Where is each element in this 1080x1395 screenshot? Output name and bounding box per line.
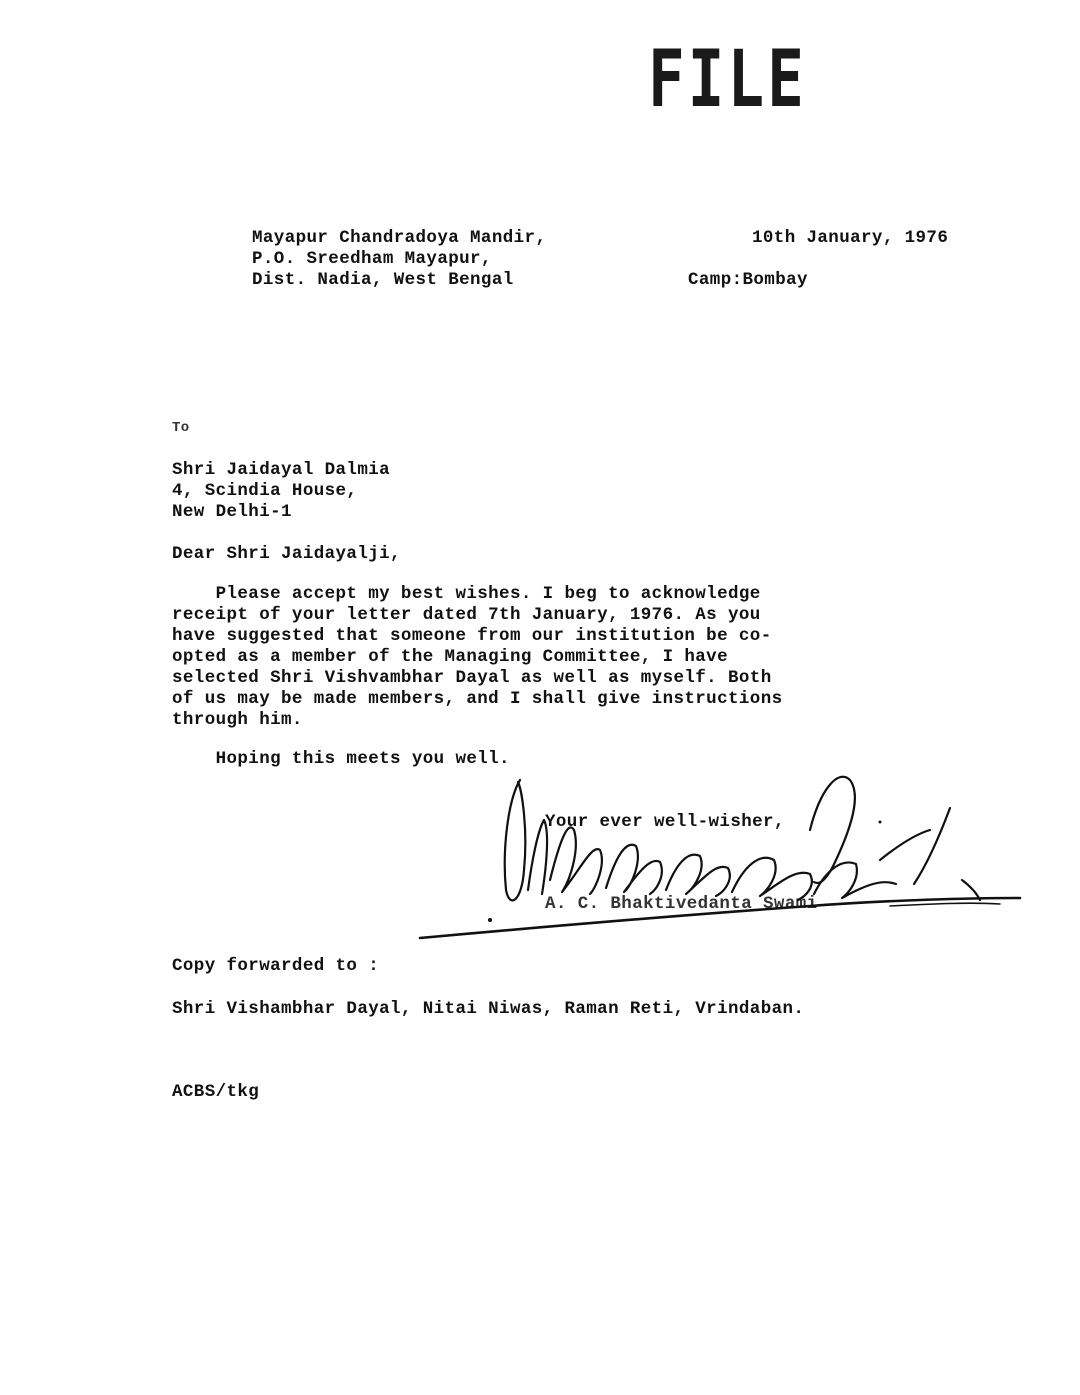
body-line-4: opted as a member of the Managing Committee, I have [172,647,728,667]
body-line-6: of us may be made members, and I shall give instructions [172,689,783,709]
reference-initials: ACBS/tkg [172,1082,260,1102]
salutation: Dear Shri Jaidayalji, [172,544,401,564]
recipient-name: Shri Jaidayal Dalmia [172,460,391,480]
sender-address-line-3: Dist. Nadia, West Bengal [252,270,514,290]
signatory-name: A. C. Bhaktivedanta Swami [545,894,818,914]
camp-location: Camp:Bombay [688,270,808,290]
handwritten-signature [410,760,1030,960]
valediction: Your ever well-wisher, [545,812,785,832]
closing-line: Hoping this meets you well. [172,749,510,769]
recipient-address-line-2: New Delhi-1 [172,502,292,522]
to-mark: To [172,420,190,436]
copy-recipient: Shri Vishambhar Dayal, Nitai Niwas, Raman Reti, Vrindaban. [172,999,805,1019]
sender-address-line-2: P.O. Sreedham Mayapur, [252,249,492,269]
body-line-7: through him. [172,710,303,730]
letter-date: 10th January, 1976 [752,228,949,248]
copy-forwarded-label: Copy forwarded to : [172,956,380,976]
body-line-5: selected Shri Vishvambhar Dayal as well as myself. Both [172,668,772,688]
body-line-3: have suggested that someone from our institution be co- [172,626,772,646]
file-stamp: FILE [648,35,807,125]
body-line-2: receipt of your letter dated 7th January, 1976. As you [172,605,761,625]
recipient-address-line-1: 4, Scindia House, [172,481,358,501]
body-line-1: Please accept my best wishes. I beg to acknowledge [172,584,761,604]
sender-address-line-1: Mayapur Chandradoya Mandir, [252,228,547,248]
